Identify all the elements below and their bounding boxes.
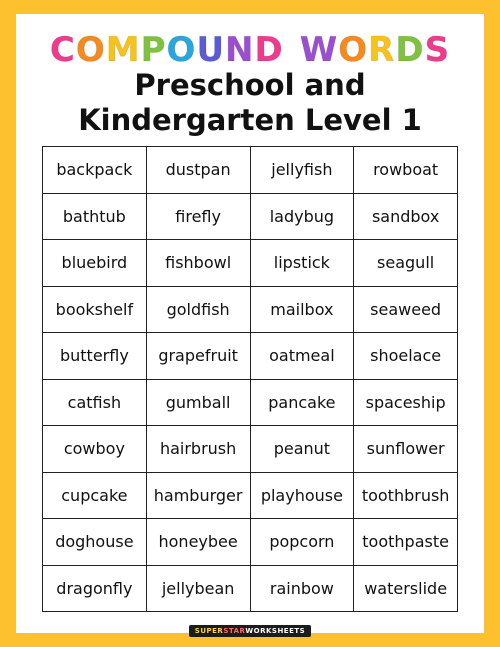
brand-part-3: WORKSHEETS [245, 627, 306, 635]
word-cell: bluebird [43, 240, 147, 287]
word-cell: bookshelf [43, 286, 147, 333]
word-cell: waterslide [354, 565, 458, 612]
word-cell: spaceship [354, 379, 458, 426]
word-cell: sandbox [354, 193, 458, 240]
title-letter: M [105, 30, 141, 70]
word-cell: backpack [43, 147, 147, 194]
table-row [43, 519, 458, 566]
word-cell: lipstick [250, 240, 354, 287]
word-cell: doghouse [43, 519, 147, 566]
table-row [43, 286, 458, 333]
word-cell: pancake [250, 379, 354, 426]
brand-part-2: STAR [223, 627, 246, 635]
footer [16, 618, 484, 637]
title-letter: U [196, 30, 226, 70]
page-title [16, 30, 484, 70]
word-cell: oatmeal [250, 333, 354, 380]
table-row [43, 147, 458, 194]
word-cell: sunflower [354, 426, 458, 473]
title-letter: D [254, 30, 284, 70]
word-cell: toothbrush [354, 472, 458, 519]
word-cell: fishbowl [146, 240, 250, 287]
table-row [43, 565, 458, 612]
word-cell: seaweed [354, 286, 458, 333]
table-row [43, 240, 458, 287]
brand-logo[interactable] [189, 625, 311, 637]
compound-words-table [42, 146, 458, 612]
word-cell: jellybean [146, 565, 250, 612]
word-cell: toothpaste [354, 519, 458, 566]
table-row [43, 426, 458, 473]
word-cell: jellyfish [250, 147, 354, 194]
word-cell: dustpan [146, 147, 250, 194]
title-letter: N [225, 30, 255, 70]
word-cell: cowboy [43, 426, 147, 473]
word-cell: rainbow [250, 565, 354, 612]
title-letter: S [424, 30, 451, 70]
worksheet-page [16, 14, 484, 633]
word-cell: butterfly [43, 333, 147, 380]
title-letter: C [49, 30, 76, 70]
word-cell: firefly [146, 193, 250, 240]
title-letter: O [338, 30, 369, 70]
word-cell: grapefruit [146, 333, 250, 380]
word-cell: cupcake [43, 472, 147, 519]
title-letter: O [166, 30, 197, 70]
word-cell: ladybug [250, 193, 354, 240]
word-cell: peanut [250, 426, 354, 473]
table-row [43, 193, 458, 240]
title-letter: R [368, 30, 396, 70]
word-cell: gumball [146, 379, 250, 426]
word-cell: bathtub [43, 193, 147, 240]
brand-part-1: SUPER [194, 627, 224, 635]
table-row [43, 472, 458, 519]
title-letter: O [75, 30, 106, 70]
word-cell: honeybee [146, 519, 250, 566]
title-letter: D [395, 30, 425, 70]
subtitle-line-1: Preschool and [134, 68, 366, 102]
subtitle-line-2: Kindergarten Level 1 [78, 103, 422, 137]
table-row [43, 333, 458, 380]
word-cell: rowboat [354, 147, 458, 194]
word-cell: hairbrush [146, 426, 250, 473]
word-cell: playhouse [250, 472, 354, 519]
table-row [43, 379, 458, 426]
word-cell: dragonfly [43, 565, 147, 612]
word-cell: shoelace [354, 333, 458, 380]
word-cell: seagull [354, 240, 458, 287]
word-cell: hamburger [146, 472, 250, 519]
word-cell: mailbox [250, 286, 354, 333]
title-letter: P [140, 30, 167, 70]
title-letter: W [299, 30, 339, 70]
word-cell: goldfish [146, 286, 250, 333]
word-cell: catfish [43, 379, 147, 426]
word-cell: popcorn [250, 519, 354, 566]
